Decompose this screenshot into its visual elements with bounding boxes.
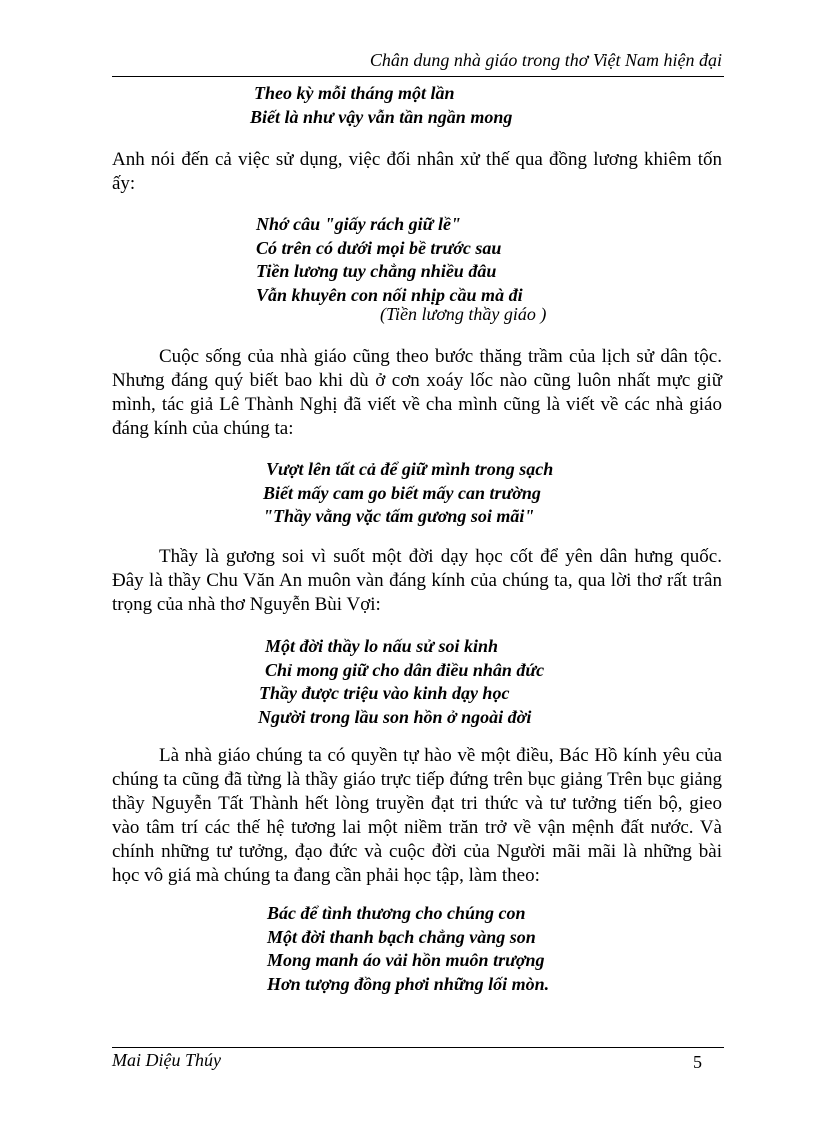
poem-line: Mong manh áo vải hồn muôn trượng: [267, 950, 545, 970]
poem-credit: (Tiền lương thầy giáo ): [380, 304, 547, 324]
footer-author: Mai Diệu Thúy: [112, 1050, 221, 1070]
poem-line: Nhớ câu "giấy rách giữ lề": [256, 214, 461, 234]
poem-line: Người trong lầu son hồn ở ngoài đời: [258, 706, 532, 727]
poem-line: Biết mấy cam go biết mấy can trường: [263, 482, 541, 503]
poem-stanza-5: [267, 902, 549, 996]
poem-stanza-1: [250, 82, 513, 129]
poem-line: Vượt lên tất cả để giữ mình trong sạch: [266, 459, 554, 479]
poem-line: Biết là như vậy vẫn tần ngần mong: [250, 106, 513, 127]
poem-line: Hơn tượng đồng phơi những lối mòn.: [267, 973, 550, 994]
paragraph-1: Anh nói đến cả việc sử dụng, việc đối nhân xử thế qua đồng lương khiêm tốn ấy:: [112, 149, 722, 194]
poem-line: Theo kỳ mỗi tháng một lần: [254, 83, 455, 103]
poem-line: Bác để tình thương cho chúng con: [267, 903, 526, 923]
poem-line: Tiền lương tuy chẳng nhiều đâu: [256, 261, 497, 281]
poem-line: Thầy được triệu vào kinh dạy học: [259, 683, 510, 703]
poem-stanza-2: [256, 213, 523, 307]
poem-line: Một đời thầy lo nấu sử soi kinh: [265, 636, 499, 656]
header-divider: [112, 76, 724, 77]
poem-line: Vẫn khuyên con nối nhịp cầu mà đi: [256, 284, 523, 305]
poem-line: Chỉ mong giữ cho dân điều nhân đức: [265, 659, 545, 680]
paragraph-2: Cuộc sống của nhà giáo cũng theo bước thăng trầm của lịch sử dân tộc. Nhưng đáng quý biết bao khi dù ở cơn xoáy lốc nào cũng luôn nhất mực giữ mình, tác giả Lê Thành Nghị đã viết về cha mình cũng là viết về các nhà giáo đáng kính của chúng ta:: [112, 346, 722, 439]
poem-line: "Thầy vằng vặc tấm gương soi mãi": [263, 506, 535, 526]
paragraph-4: Là nhà giáo chúng ta có quyền tự hào về một điều, Bác Hồ kính yêu của chúng ta cũng đã từng là thầy giáo trực tiếp đứng trên bục giảng Trên bục giảng thầy Nguyễn Tất Thành hết lòng truyền đạt tri thức và tư tưởng tiến bộ, gieo vào tâm trí các thế hệ tương lai một niềm trăn trở về vận mệnh đất nước. Và chính những tư tưởng, đạo đức và cuộc đời của Người mãi mãi là những bài học vô giá mà chúng ta đang cần phải học tập, làm theo:: [112, 745, 722, 886]
poem-stanza-4: [258, 635, 545, 729]
paragraph-3: Thầy là gương soi vì suốt một đời dạy học cốt để yên dân hưng quốc. Đây là thầy Chu Văn An muôn vàn đáng kính của chúng ta, qua lời thơ rất trân trọng của nhà thơ Nguyễn Bùi Vợi:: [112, 546, 722, 615]
page-number: 5: [693, 1052, 702, 1072]
poem-line: Một đời thanh bạch chẳng vàng son: [267, 926, 536, 947]
footer-divider: [112, 1047, 724, 1048]
poem-line: Có trên có dưới mọi bề trước sau: [256, 237, 502, 258]
running-header: Chân dung nhà giáo trong thơ Việt Nam hiện đại: [369, 50, 722, 70]
poem-stanza-3: [263, 458, 554, 529]
